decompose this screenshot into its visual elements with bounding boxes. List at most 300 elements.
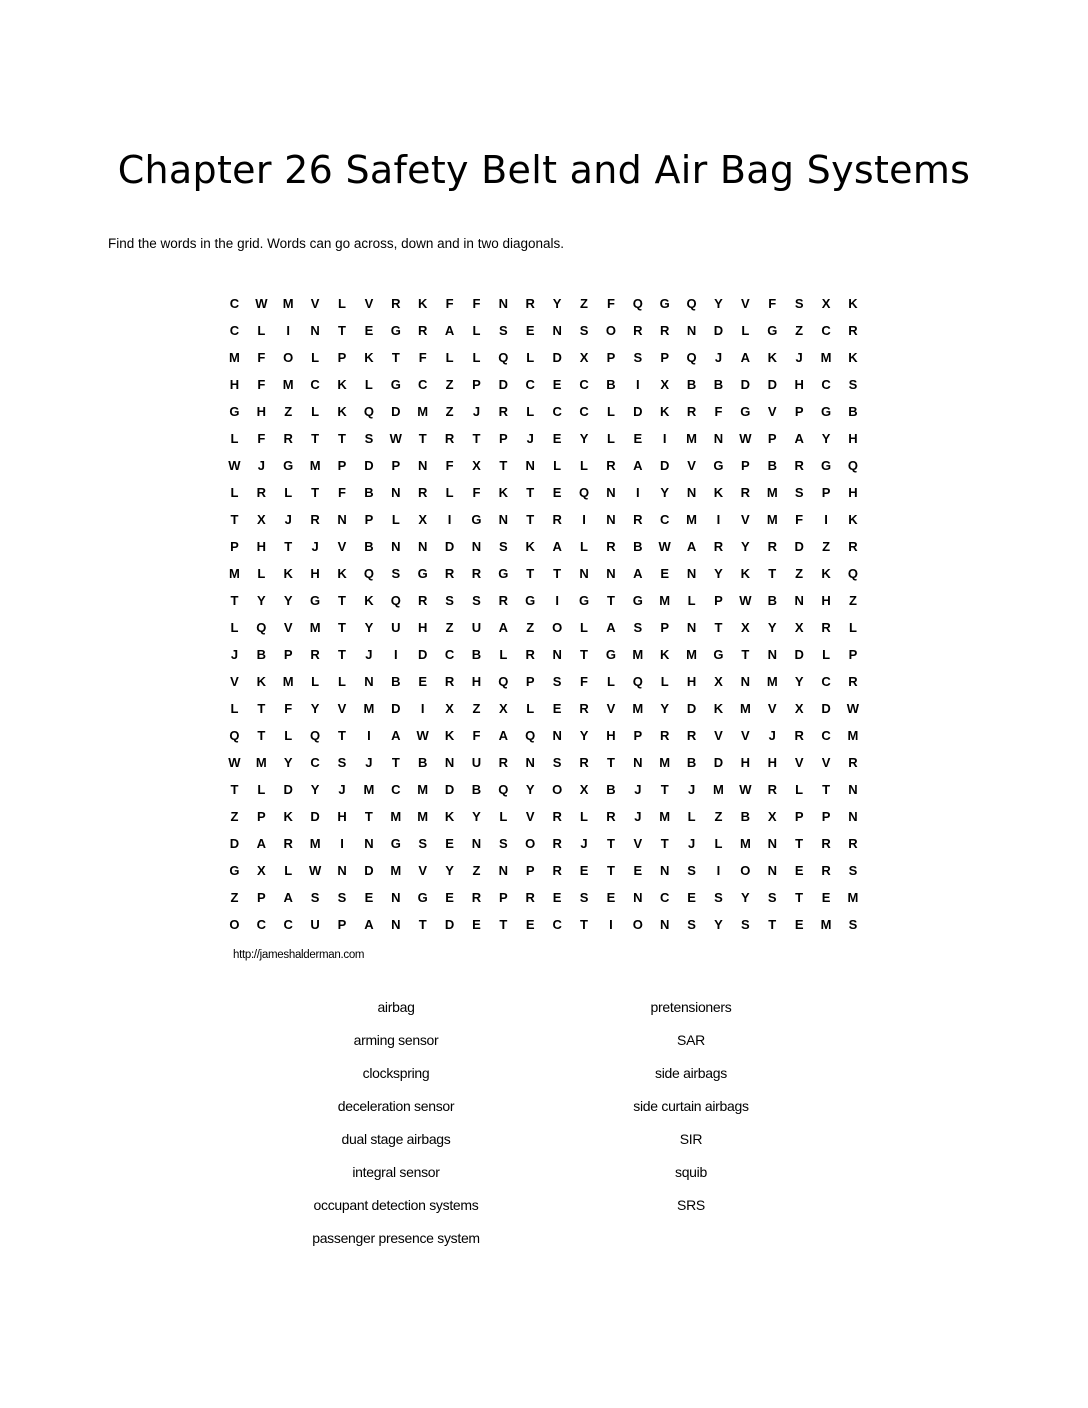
grid-cell[interactable]: R <box>552 863 562 878</box>
grid-cell[interactable]: N <box>686 485 697 500</box>
grid-cell[interactable]: N <box>471 539 482 554</box>
grid-cell[interactable]: R <box>821 836 831 851</box>
grid-cell[interactable]: L <box>499 647 508 662</box>
grid-cell[interactable]: G <box>471 512 482 527</box>
grid-cell[interactable]: V <box>337 539 347 554</box>
grid-cell[interactable]: G <box>417 566 428 581</box>
grid-cell[interactable]: W <box>228 458 241 473</box>
grid-cell[interactable]: Z <box>445 377 454 392</box>
grid-cell[interactable]: O <box>552 620 563 635</box>
grid-cell[interactable]: L <box>580 458 588 473</box>
grid-cell[interactable]: N <box>498 512 509 527</box>
grid-cell[interactable]: H <box>310 566 320 581</box>
grid-cell[interactable]: G <box>498 566 509 581</box>
grid-cell[interactable]: G <box>713 647 724 662</box>
grid-cell[interactable]: H <box>606 728 616 743</box>
grid-cell[interactable]: M <box>686 512 697 527</box>
grid-cell[interactable]: B <box>686 377 697 392</box>
grid-cell[interactable]: M <box>739 701 751 716</box>
grid-cell[interactable]: S <box>499 836 508 851</box>
grid-cell[interactable]: O <box>740 863 751 878</box>
grid-cell[interactable]: N <box>552 323 562 338</box>
grid-cell[interactable]: J <box>472 404 481 419</box>
grid-cell[interactable]: R <box>767 782 777 797</box>
grid-cell[interactable]: P <box>499 431 508 446</box>
grid-cell[interactable]: W <box>658 539 671 554</box>
grid-cell[interactable]: V <box>794 755 804 770</box>
grid-cell[interactable]: I <box>635 485 640 500</box>
grid-cell[interactable]: D <box>391 404 401 419</box>
grid-cell[interactable]: A <box>606 620 616 635</box>
grid-cell[interactable]: V <box>767 701 777 716</box>
grid-cell[interactable]: S <box>794 485 804 500</box>
grid-cell[interactable]: Y <box>821 431 831 446</box>
grid-cell[interactable]: L <box>230 620 239 635</box>
grid-cell[interactable]: J <box>634 782 642 797</box>
grid-cell[interactable]: F <box>445 296 454 311</box>
grid-cell[interactable]: M <box>309 620 321 635</box>
grid-cell[interactable]: N <box>391 890 401 905</box>
grid-cell[interactable]: J <box>526 431 534 446</box>
grid-cell[interactable]: H <box>229 377 240 392</box>
grid-cell[interactable]: X <box>579 782 589 797</box>
grid-cell[interactable]: B <box>364 539 374 554</box>
grid-cell[interactable]: P <box>472 377 481 392</box>
grid-cell[interactable]: R <box>794 458 804 473</box>
grid-cell[interactable]: N <box>391 485 401 500</box>
grid-cell[interactable]: C <box>579 377 589 392</box>
grid-cell[interactable]: S <box>687 863 696 878</box>
grid-cell[interactable]: T <box>391 350 400 365</box>
grid-cell[interactable]: L <box>687 593 696 608</box>
grid-cell[interactable]: T <box>795 890 804 905</box>
grid-cell[interactable]: B <box>471 647 482 662</box>
grid-cell[interactable]: T <box>338 728 346 743</box>
grid-cell[interactable]: M <box>309 836 321 851</box>
grid-cell[interactable]: C <box>821 377 831 392</box>
grid-cell[interactable]: C <box>229 323 240 338</box>
grid-cell[interactable]: H <box>767 755 777 770</box>
grid-cell[interactable]: R <box>498 404 509 419</box>
grid-cell[interactable]: N <box>364 674 374 689</box>
grid-cell[interactable]: Y <box>283 593 293 608</box>
grid-cell[interactable]: M <box>659 755 671 770</box>
grid-cell[interactable]: W <box>255 296 268 311</box>
grid-cell[interactable]: J <box>365 755 373 770</box>
grid-cell[interactable]: E <box>364 323 374 338</box>
grid-cell[interactable]: N <box>633 755 643 770</box>
grid-cell[interactable]: L <box>257 566 266 581</box>
grid-cell[interactable]: P <box>794 404 804 419</box>
grid-cell[interactable]: P <box>660 350 670 365</box>
grid-cell[interactable]: F <box>284 701 293 716</box>
grid-cell[interactable]: Q <box>363 566 374 581</box>
grid-cell[interactable]: T <box>311 431 320 446</box>
grid-cell[interactable]: L <box>257 782 266 797</box>
grid-cell[interactable]: R <box>686 728 697 743</box>
grid-cell[interactable]: R <box>525 647 535 662</box>
grid-cell[interactable]: P <box>714 593 723 608</box>
grid-cell[interactable]: P <box>741 458 750 473</box>
grid-cell[interactable]: M <box>686 431 697 446</box>
grid-cell[interactable]: R <box>579 755 589 770</box>
grid-cell[interactable]: S <box>633 620 643 635</box>
grid-cell[interactable]: P <box>525 674 535 689</box>
grid-cell[interactable]: E <box>821 890 831 905</box>
grid-cell[interactable]: R <box>525 296 535 311</box>
grid-cell[interactable]: Y <box>525 782 535 797</box>
grid-cell[interactable]: R <box>606 458 616 473</box>
grid-cell[interactable]: Q <box>525 728 536 743</box>
grid-cell[interactable]: N <box>713 431 724 446</box>
grid-cell[interactable]: X <box>257 863 266 878</box>
grid-cell[interactable]: V <box>821 755 831 770</box>
grid-cell[interactable]: L <box>580 809 588 824</box>
grid-cell[interactable]: K <box>821 566 831 581</box>
grid-cell[interactable]: C <box>552 917 562 932</box>
grid-cell[interactable]: X <box>579 350 589 365</box>
grid-cell[interactable]: V <box>418 863 428 878</box>
grid-cell[interactable]: Z <box>445 620 454 635</box>
grid-cell[interactable]: Z <box>526 620 535 635</box>
grid-cell[interactable]: F <box>257 350 266 365</box>
grid-cell[interactable]: E <box>552 377 562 392</box>
grid-cell[interactable]: X <box>794 620 804 635</box>
grid-cell[interactable]: D <box>283 782 293 797</box>
grid-cell[interactable]: R <box>471 566 482 581</box>
grid-cell[interactable]: L <box>606 674 615 689</box>
grid-cell[interactable]: R <box>283 836 293 851</box>
grid-cell[interactable]: R <box>417 323 428 338</box>
grid-cell[interactable]: Y <box>579 431 589 446</box>
grid-cell[interactable]: D <box>633 404 643 419</box>
grid-cell[interactable]: T <box>257 728 266 743</box>
grid-cell[interactable]: K <box>525 539 535 554</box>
grid-cell[interactable]: N <box>498 296 509 311</box>
grid-cell[interactable]: Q <box>310 728 321 743</box>
grid-cell[interactable]: I <box>716 863 721 878</box>
grid-cell[interactable]: F <box>445 458 454 473</box>
grid-cell[interactable]: L <box>848 620 857 635</box>
grid-cell[interactable]: A <box>740 350 751 365</box>
grid-cell[interactable]: Y <box>257 593 266 608</box>
grid-cell[interactable]: I <box>824 512 828 527</box>
grid-cell[interactable]: Y <box>794 674 804 689</box>
grid-cell[interactable]: I <box>635 377 640 392</box>
grid-cell[interactable]: L <box>257 323 266 338</box>
grid-cell[interactable]: T <box>338 647 346 662</box>
grid-cell[interactable]: E <box>525 917 535 932</box>
grid-cell[interactable]: T <box>580 647 588 662</box>
grid-cell[interactable]: I <box>420 701 425 716</box>
grid-cell[interactable]: I <box>447 512 452 527</box>
grid-cell[interactable]: Q <box>390 593 401 608</box>
grid-cell[interactable]: R <box>283 431 293 446</box>
grid-cell[interactable]: T <box>284 539 293 554</box>
grid-cell[interactable]: F <box>580 674 588 689</box>
grid-cell[interactable]: B <box>391 674 401 689</box>
grid-cell[interactable]: T <box>660 836 669 851</box>
grid-cell[interactable]: M <box>632 701 644 716</box>
grid-cell[interactable]: Q <box>363 404 374 419</box>
grid-cell[interactable]: N <box>848 809 858 824</box>
grid-cell[interactable]: K <box>337 404 347 419</box>
grid-cell[interactable]: N <box>606 512 616 527</box>
grid-cell[interactable]: T <box>526 485 535 500</box>
grid-cell[interactable]: B <box>848 404 858 419</box>
grid-cell[interactable]: B <box>256 647 267 662</box>
grid-cell[interactable]: T <box>526 566 535 581</box>
grid-cell[interactable]: C <box>660 890 670 905</box>
grid-cell[interactable]: P <box>848 647 858 662</box>
grid-cell[interactable]: Q <box>498 782 509 797</box>
grid-cell[interactable]: L <box>230 431 239 446</box>
grid-cell[interactable]: R <box>444 431 455 446</box>
grid-cell[interactable]: L <box>580 539 588 554</box>
grid-cell[interactable]: J <box>634 809 642 824</box>
grid-cell[interactable]: S <box>848 377 858 392</box>
grid-cell[interactable]: V <box>767 404 777 419</box>
grid-cell[interactable]: F <box>472 296 481 311</box>
grid-cell[interactable]: R <box>579 701 589 716</box>
grid-cell[interactable]: P <box>606 350 616 365</box>
grid-cell[interactable]: S <box>552 674 562 689</box>
grid-cell[interactable]: S <box>848 863 858 878</box>
grid-cell[interactable]: Y <box>714 917 723 932</box>
grid-cell[interactable]: G <box>229 404 240 419</box>
grid-cell[interactable]: T <box>768 566 777 581</box>
grid-cell[interactable]: Z <box>714 809 723 824</box>
grid-cell[interactable]: N <box>471 836 482 851</box>
grid-cell[interactable]: L <box>472 350 481 365</box>
grid-cell[interactable]: M <box>659 809 671 824</box>
grid-cell[interactable]: C <box>283 917 293 932</box>
grid-cell[interactable]: O <box>229 917 240 932</box>
grid-cell[interactable]: I <box>582 512 586 527</box>
grid-cell[interactable]: Y <box>310 782 320 797</box>
grid-cell[interactable]: N <box>794 593 804 608</box>
grid-cell[interactable]: Z <box>795 566 804 581</box>
grid-cell[interactable]: T <box>338 620 346 635</box>
grid-cell[interactable]: T <box>553 566 562 581</box>
grid-cell[interactable]: G <box>283 458 294 473</box>
grid-cell[interactable]: T <box>418 431 427 446</box>
grid-cell[interactable]: I <box>367 728 371 743</box>
grid-cell[interactable]: N <box>633 890 643 905</box>
grid-cell[interactable]: R <box>471 890 482 905</box>
grid-cell[interactable]: G <box>740 404 751 419</box>
grid-cell[interactable]: X <box>257 512 266 527</box>
grid-cell[interactable]: Y <box>714 296 723 311</box>
grid-cell[interactable]: H <box>471 674 482 689</box>
grid-cell[interactable]: R <box>660 728 670 743</box>
grid-cell[interactable]: E <box>579 863 589 878</box>
grid-cell[interactable]: M <box>229 566 240 581</box>
grid-cell[interactable]: C <box>579 404 589 419</box>
grid-cell[interactable]: L <box>445 485 454 500</box>
grid-cell[interactable]: E <box>445 890 454 905</box>
grid-cell[interactable]: H <box>686 674 697 689</box>
grid-cell[interactable]: O <box>632 917 643 932</box>
grid-cell[interactable]: S <box>579 323 589 338</box>
grid-cell[interactable]: X <box>499 701 508 716</box>
grid-cell[interactable]: R <box>606 539 616 554</box>
grid-cell[interactable]: L <box>553 458 562 473</box>
grid-cell[interactable]: L <box>391 512 400 527</box>
grid-cell[interactable]: Y <box>741 890 750 905</box>
grid-cell[interactable]: T <box>230 782 239 797</box>
grid-cell[interactable]: K <box>444 809 455 824</box>
grid-cell[interactable]: N <box>740 674 751 689</box>
grid-cell[interactable]: M <box>282 296 294 311</box>
grid-cell[interactable]: F <box>257 377 266 392</box>
grid-cell[interactable]: Y <box>660 485 670 500</box>
grid-cell[interactable]: P <box>337 917 347 932</box>
grid-cell[interactable]: A <box>256 836 267 851</box>
grid-cell[interactable]: B <box>713 377 724 392</box>
grid-cell[interactable]: X <box>472 458 481 473</box>
grid-cell[interactable]: Z <box>822 539 831 554</box>
grid-cell[interactable]: L <box>606 404 615 419</box>
grid-cell[interactable]: P <box>283 647 293 662</box>
grid-cell[interactable]: K <box>848 296 858 311</box>
grid-cell[interactable]: N <box>767 863 777 878</box>
grid-cell[interactable]: N <box>525 755 535 770</box>
grid-cell[interactable]: V <box>741 512 750 527</box>
grid-cell[interactable]: C <box>229 296 240 311</box>
grid-cell[interactable]: P <box>525 863 535 878</box>
grid-cell[interactable]: C <box>660 512 670 527</box>
grid-cell[interactable]: M <box>766 512 778 527</box>
grid-cell[interactable]: S <box>499 323 508 338</box>
grid-cell[interactable]: M <box>820 350 832 365</box>
grid-cell[interactable]: Y <box>741 539 750 554</box>
grid-cell[interactable]: A <box>444 323 455 338</box>
grid-cell[interactable]: C <box>310 755 320 770</box>
grid-cell[interactable]: Y <box>283 755 293 770</box>
grid-cell[interactable]: K <box>337 377 347 392</box>
grid-cell[interactable]: Z <box>230 890 239 905</box>
grid-cell[interactable]: R <box>256 485 267 500</box>
grid-cell[interactable]: Q <box>256 620 267 635</box>
grid-cell[interactable]: P <box>660 620 670 635</box>
grid-cell[interactable]: Y <box>364 620 374 635</box>
grid-cell[interactable]: F <box>768 296 777 311</box>
grid-cell[interactable]: L <box>338 674 346 689</box>
grid-cell[interactable]: R <box>552 512 562 527</box>
grid-cell[interactable]: J <box>311 539 319 554</box>
grid-cell[interactable]: N <box>660 917 670 932</box>
grid-cell[interactable]: B <box>686 755 697 770</box>
grid-cell[interactable]: K <box>713 485 724 500</box>
grid-cell[interactable]: R <box>848 323 858 338</box>
grid-cell[interactable]: S <box>472 593 481 608</box>
grid-cell[interactable]: A <box>633 566 643 581</box>
grid-cell[interactable]: E <box>364 890 374 905</box>
grid-cell[interactable]: D <box>767 377 777 392</box>
grid-cell[interactable]: R <box>498 593 509 608</box>
grid-cell[interactable]: Z <box>848 593 857 608</box>
grid-cell[interactable]: E <box>794 863 804 878</box>
grid-cell[interactable]: F <box>472 485 481 500</box>
grid-cell[interactable]: X <box>794 701 804 716</box>
grid-cell[interactable]: S <box>499 539 508 554</box>
grid-cell[interactable]: S <box>364 431 374 446</box>
grid-cell[interactable]: M <box>766 674 778 689</box>
grid-cell[interactable]: S <box>337 890 347 905</box>
grid-cell[interactable]: T <box>606 593 615 608</box>
grid-cell[interactable]: K <box>498 485 509 500</box>
grid-cell[interactable]: Z <box>472 863 481 878</box>
grid-cell[interactable]: C <box>525 377 535 392</box>
grid-cell[interactable]: M <box>390 863 402 878</box>
grid-cell[interactable]: Q <box>632 296 643 311</box>
grid-cell[interactable]: R <box>552 836 562 851</box>
grid-cell[interactable]: F <box>338 485 346 500</box>
grid-cell[interactable]: K <box>283 809 293 824</box>
grid-cell[interactable]: A <box>498 728 509 743</box>
grid-cell[interactable]: R <box>821 620 831 635</box>
grid-cell[interactable]: N <box>337 863 347 878</box>
grid-cell[interactable]: M <box>847 728 859 743</box>
grid-cell[interactable]: S <box>633 350 643 365</box>
grid-cell[interactable]: J <box>687 782 696 797</box>
grid-cell[interactable]: G <box>713 458 724 473</box>
grid-cell[interactable]: A <box>633 458 643 473</box>
grid-cell[interactable]: N <box>525 458 535 473</box>
grid-cell[interactable]: F <box>606 296 615 311</box>
grid-cell[interactable]: T <box>606 863 615 878</box>
grid-cell[interactable]: M <box>390 809 402 824</box>
grid-cell[interactable]: T <box>391 755 400 770</box>
grid-cell[interactable]: R <box>848 836 858 851</box>
grid-cell[interactable]: H <box>740 755 751 770</box>
grid-cell[interactable]: T <box>338 593 346 608</box>
grid-cell[interactable]: T <box>660 782 669 797</box>
grid-cell[interactable]: E <box>633 863 643 878</box>
grid-cell[interactable]: Y <box>660 701 670 716</box>
grid-cell[interactable]: H <box>337 809 347 824</box>
grid-cell[interactable]: L <box>311 404 320 419</box>
grid-cell[interactable]: S <box>794 296 804 311</box>
grid-cell[interactable]: T <box>472 431 481 446</box>
grid-cell[interactable]: P <box>821 485 831 500</box>
grid-cell[interactable]: D <box>713 755 724 770</box>
grid-cell[interactable]: P <box>391 458 401 473</box>
grid-cell[interactable]: I <box>716 512 721 527</box>
grid-cell[interactable]: C <box>391 782 401 797</box>
grid-cell[interactable]: K <box>364 593 374 608</box>
grid-cell[interactable]: B <box>633 539 643 554</box>
grid-cell[interactable]: M <box>309 458 321 473</box>
grid-cell[interactable]: F <box>714 404 723 419</box>
grid-cell[interactable]: D <box>444 782 455 797</box>
grid-cell[interactable]: J <box>230 647 239 662</box>
grid-cell[interactable]: P <box>499 890 508 905</box>
grid-cell[interactable]: C <box>417 377 428 392</box>
grid-cell[interactable]: W <box>389 431 402 446</box>
grid-cell[interactable]: V <box>310 296 320 311</box>
grid-cell[interactable]: L <box>284 728 293 743</box>
grid-cell[interactable]: G <box>632 593 643 608</box>
grid-cell[interactable]: B <box>364 485 374 500</box>
grid-cell[interactable]: V <box>687 458 696 473</box>
grid-cell[interactable]: B <box>606 377 616 392</box>
grid-cell[interactable]: G <box>390 323 401 338</box>
grid-cell[interactable]: X <box>767 809 777 824</box>
grid-cell[interactable]: V <box>364 296 374 311</box>
grid-cell[interactable]: D <box>444 539 455 554</box>
